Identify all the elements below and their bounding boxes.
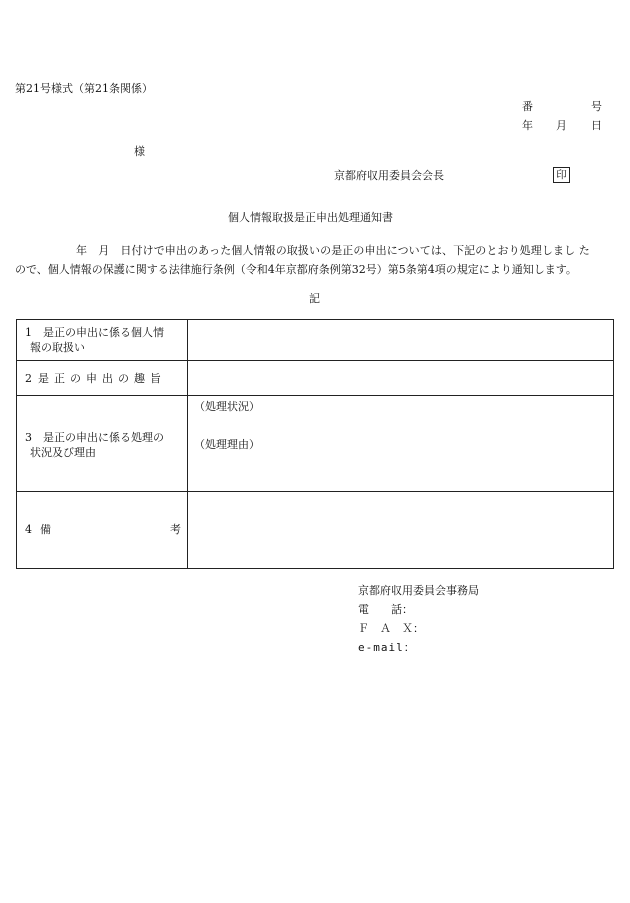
table-row-purpose bbox=[17, 361, 614, 396]
date-year-label: 年 bbox=[522, 119, 533, 132]
ki-heading: 記 bbox=[309, 292, 320, 305]
number-ban-label: 番 bbox=[522, 100, 533, 113]
row2-char-7: 趣 bbox=[134, 372, 145, 385]
addressee-suffix: 様 bbox=[134, 145, 145, 158]
row2-char-8: 旨 bbox=[150, 372, 161, 385]
row2-char-2: 正 bbox=[54, 372, 65, 385]
row2-char-6: の bbox=[118, 372, 129, 385]
row2-char-5: 出 bbox=[102, 372, 113, 385]
office-email-label: e-mail： bbox=[358, 641, 416, 654]
row1-label bbox=[17, 320, 188, 361]
row3-label-line2: 状況及び理由 bbox=[30, 446, 96, 459]
body-line-2: ので、個人情報の保護に関する法律施行条例（令和4年京都府条例第32号）第5条第4項の規定により通知します。 bbox=[15, 263, 577, 276]
seal-stamp-box: 印 bbox=[553, 167, 570, 183]
row1-label-line1: 1 是正の申出に係る個人情 bbox=[25, 326, 164, 339]
row3-label-line1: 3 是正の申出に係る処理の bbox=[25, 431, 164, 444]
office-fax-label: Ｆ Ａ Ｘ： bbox=[358, 622, 424, 635]
notification-table bbox=[16, 319, 614, 569]
sender-name: 京都府収用委員会会長 bbox=[334, 169, 444, 182]
table-row-remarks bbox=[17, 492, 614, 569]
row2-num: 2 bbox=[25, 372, 32, 385]
document-title: 個人情報取扱是正申出処理通知書 bbox=[228, 211, 393, 224]
row2-char-3: の bbox=[70, 372, 81, 385]
office-tel-label: 電 話： bbox=[358, 603, 413, 616]
row4-left-char: 備 bbox=[40, 523, 51, 536]
date-month-label: 月 bbox=[556, 119, 567, 132]
processing-status-label: （処理状況） bbox=[194, 400, 260, 413]
row1-value-cell[interactable] bbox=[188, 320, 614, 361]
row3-value-cell[interactable] bbox=[188, 396, 614, 492]
row4-right-char: 考 bbox=[170, 523, 181, 536]
row1-label-line2: 報の取扱い bbox=[30, 341, 85, 354]
row4-num: 4 bbox=[25, 523, 32, 536]
row2-char-4: 申 bbox=[86, 372, 97, 385]
table-row-handling bbox=[17, 320, 614, 361]
row4-label bbox=[17, 492, 188, 569]
processing-reason-label: （処理理由） bbox=[194, 438, 260, 451]
date-day-label: 日 bbox=[591, 119, 602, 132]
row2-char-1: 是 bbox=[38, 372, 49, 385]
row2-value-cell[interactable] bbox=[188, 361, 614, 396]
number-go-label: 号 bbox=[591, 100, 602, 113]
form-label: 第21号様式（第21条関係） bbox=[15, 82, 153, 95]
office-name: 京都府収用委員会事務局 bbox=[358, 584, 479, 597]
body-line-1: 年 月 日付けで申出のあった個人情報の取扱いの是正の申出については、下記のとおり処理しまし た bbox=[76, 244, 590, 257]
row2-label bbox=[17, 361, 188, 396]
table-row-processing bbox=[17, 396, 614, 492]
row4-value-cell[interactable] bbox=[188, 492, 614, 569]
row3-label bbox=[17, 396, 188, 492]
